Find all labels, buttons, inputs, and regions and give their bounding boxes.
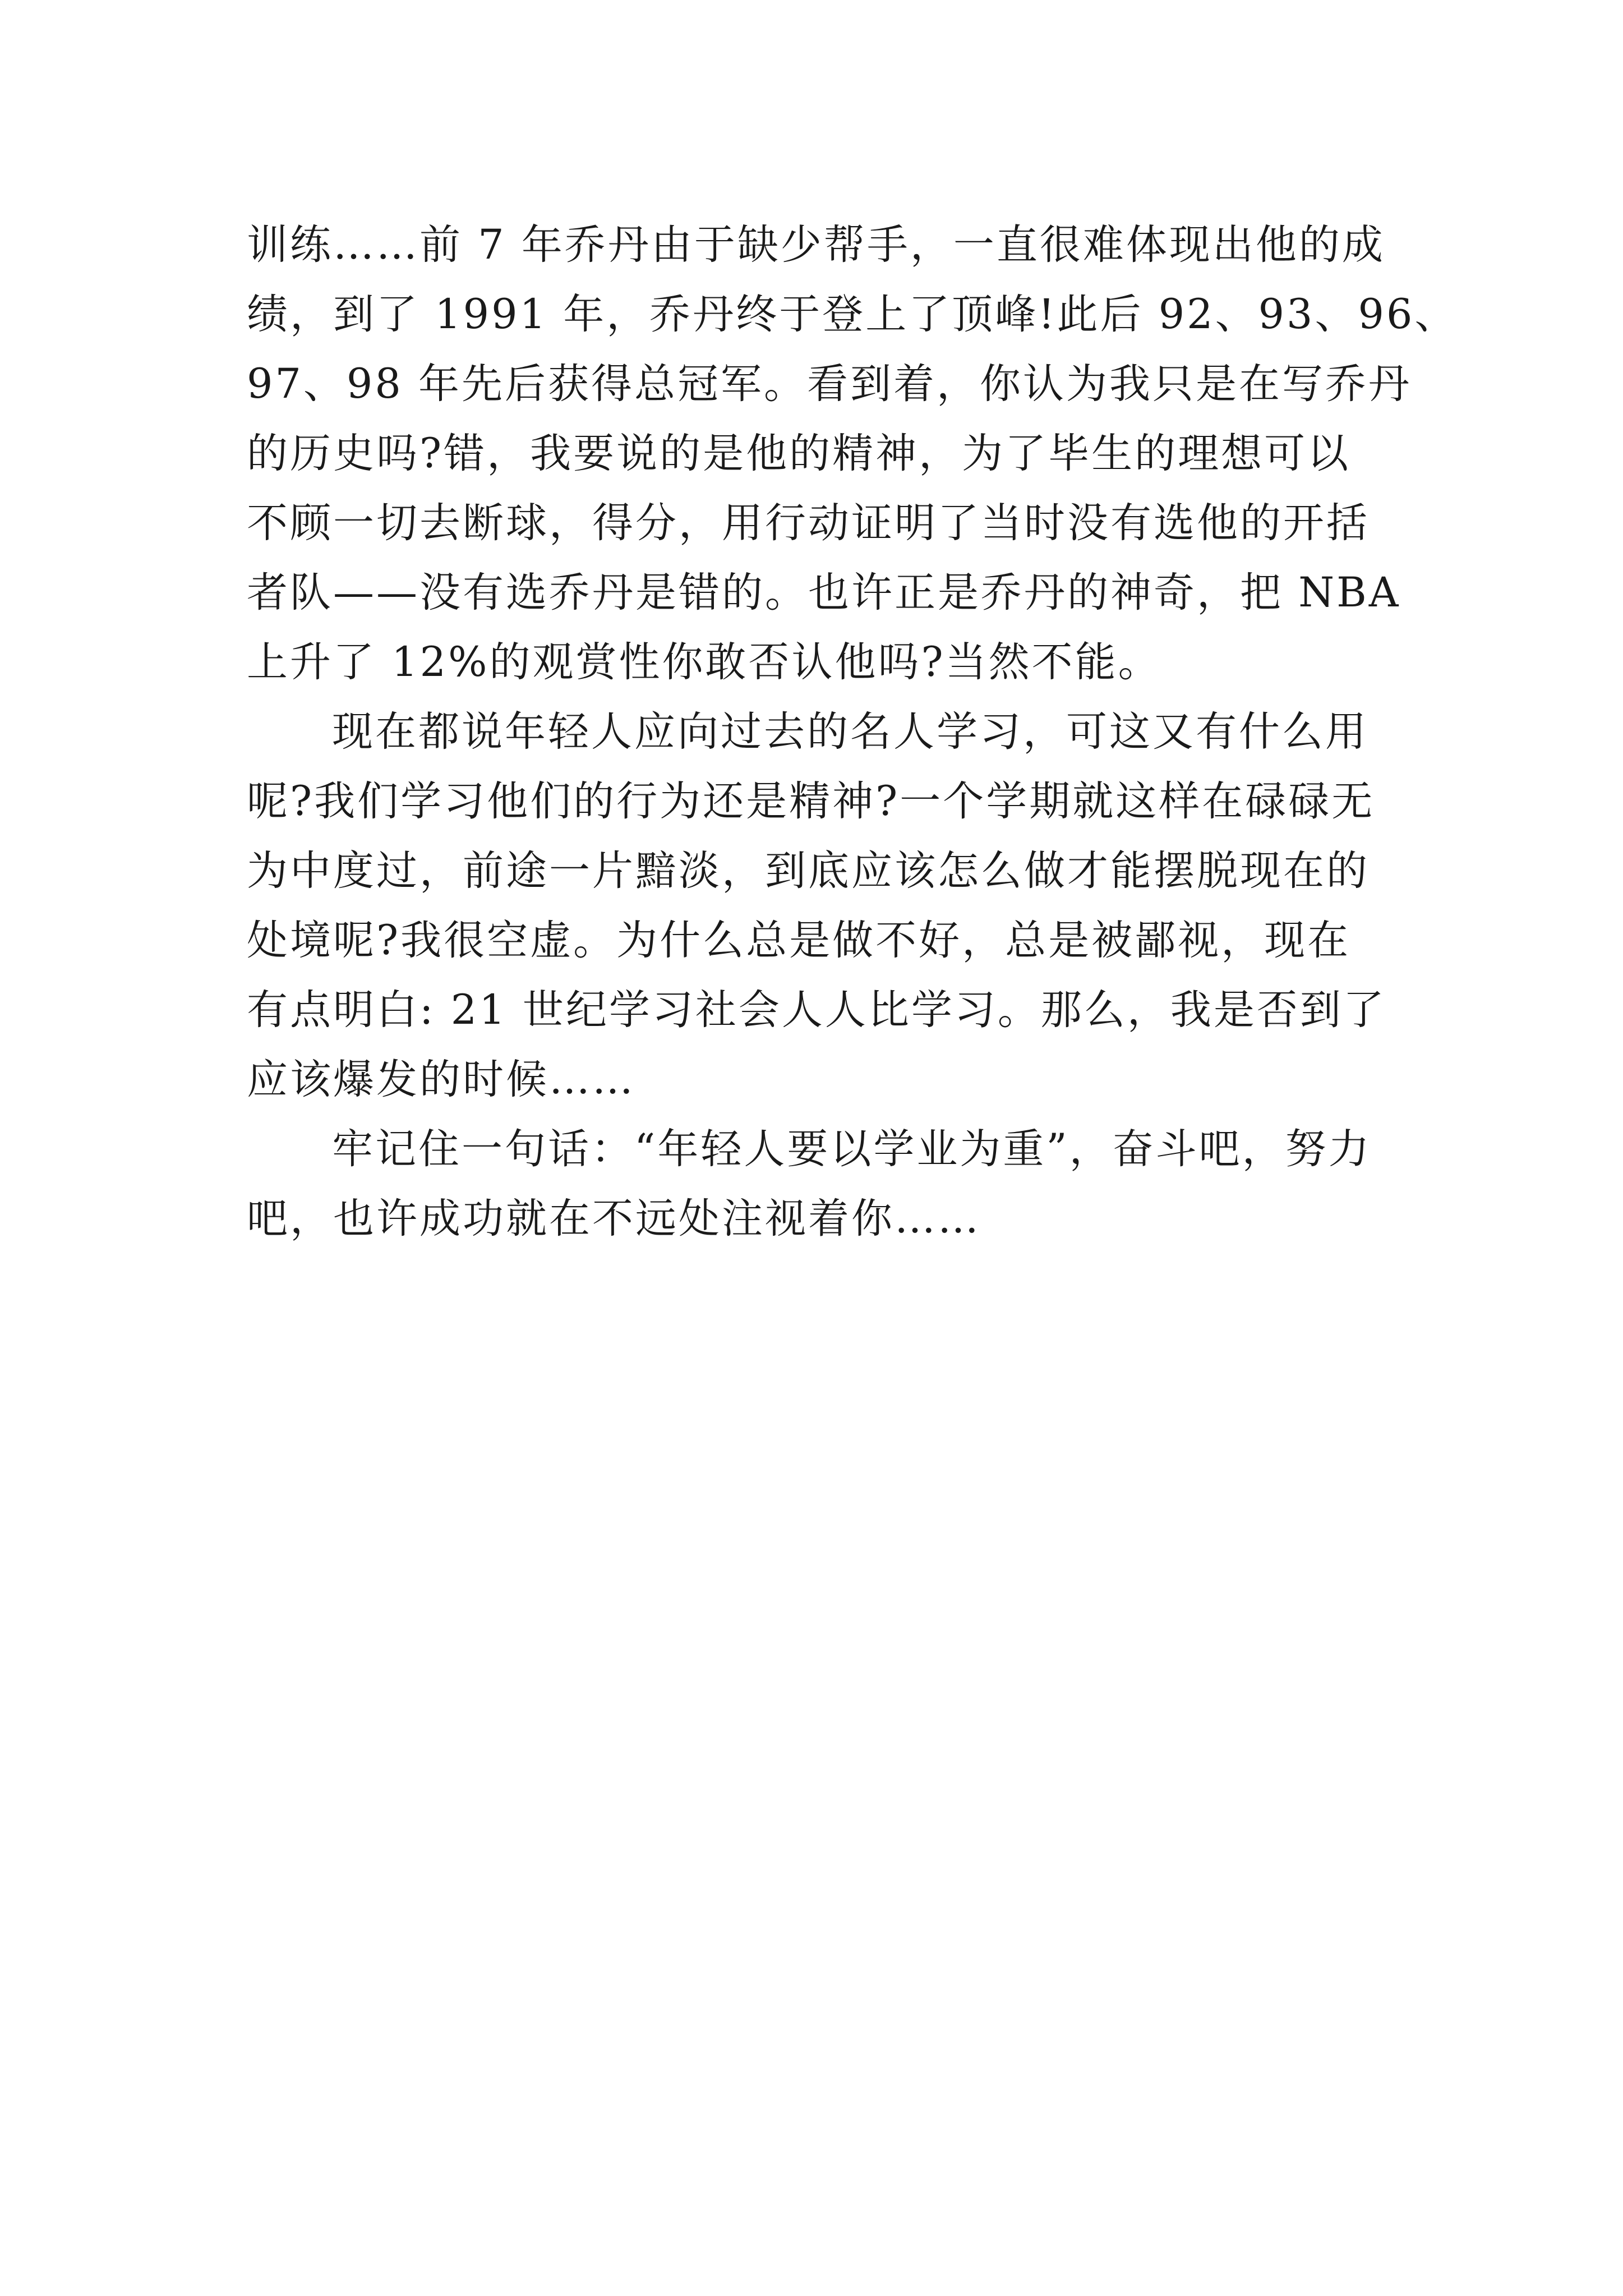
text-line: 处境呢?我很空虚。为什么总是做不好，总是被鄙视，现在 (247, 917, 1351, 964)
text-line: 牢记住一句话：“年轻人要以学业为重”，奋斗吧，努力 (332, 1125, 1372, 1173)
text-line: 有点明白: 21 世纪学习社会人人比学习。那么，我是否到了 (247, 986, 1386, 1034)
text-line: 吧，也许成功就在不远处注视着你…… (247, 1195, 981, 1243)
text-line: 97、98 年先后获得总冠军。看到着，你认为我只是在写乔丹 (247, 360, 1412, 408)
text-line: 不顾一切去断球，得分，用行动证明了当时没有选他的开括 (247, 499, 1370, 547)
text-line: 训练……前 7 年乔丹由于缺少帮手，一直很难体现出他的成 (247, 221, 1385, 269)
paragraph-1 (247, 210, 1458, 697)
text-line: 上升了 12%的观赏性你敢否认他吗?当然不能。 (247, 638, 1161, 686)
text-line: 的历史吗?错，我要说的是他的精神，为了毕生的理想可以 (247, 430, 1351, 477)
text-line: 应该爆发的时候…… (247, 1056, 635, 1103)
text-line: 者队——没有选乔丹是错的。也许正是乔丹的神奇，把 NBA (247, 569, 1401, 616)
document-body (247, 210, 1458, 1254)
text-line: 呢?我们学习他们的行为还是精神?一个学期就这样在碌碌无 (247, 777, 1375, 825)
text-line: 为中度过，前途一片黯淡，到底应该怎么做才能摆脱现在的 (247, 847, 1370, 895)
paragraph-2 (247, 697, 1402, 1115)
paragraph-3 (247, 1115, 1402, 1254)
text-line: 绩，到了 1991 年，乔丹终于登上了顶峰!此后 92、93、96、 (247, 291, 1458, 338)
text-line: 现在都说年轻人应向过去的名人学习，可这又有什么用 (332, 708, 1368, 756)
